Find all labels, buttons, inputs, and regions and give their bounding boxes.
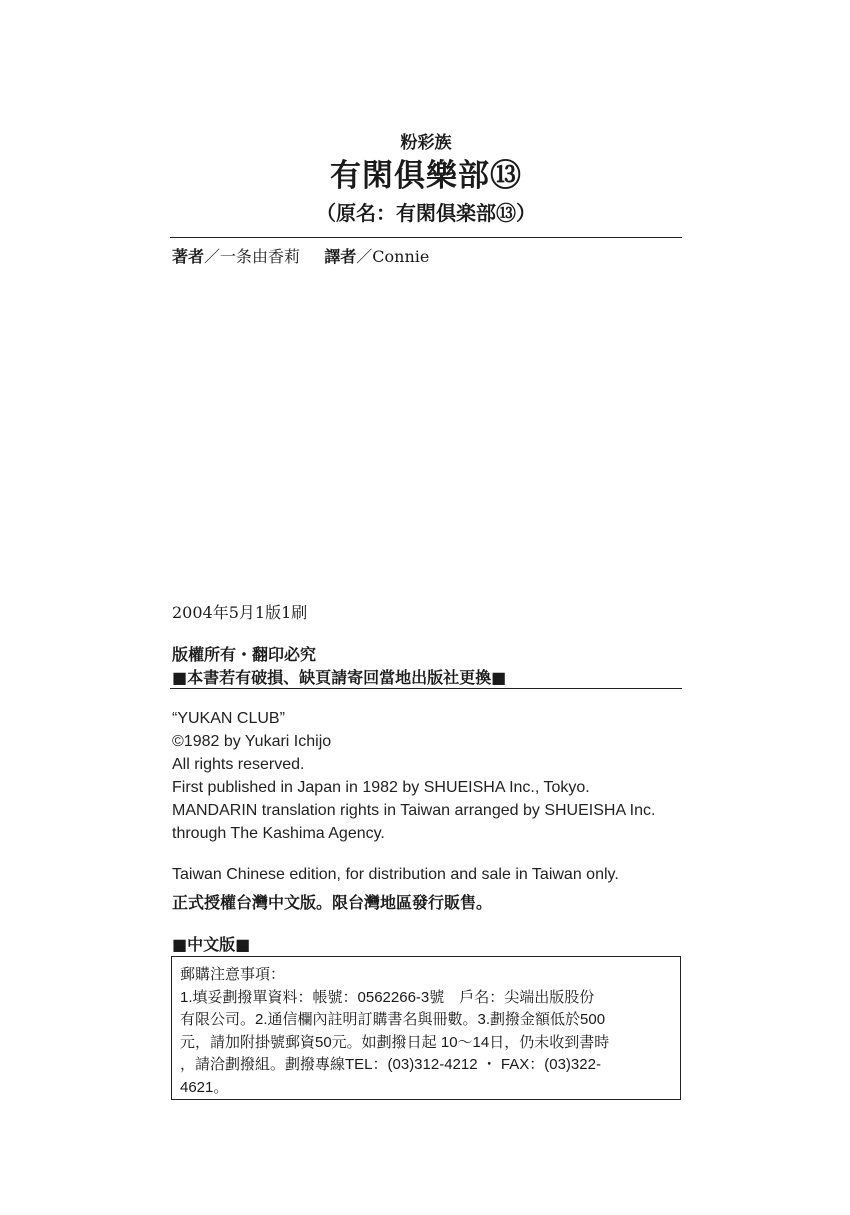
english-title: “YUKAN CLUB” <box>172 710 285 727</box>
translator-label: 譯者 <box>324 247 357 266</box>
distribution-english: Taiwan Chinese edition, for distribution and sale in Taiwan only. <box>172 866 619 883</box>
divider-top <box>170 237 682 238</box>
agency-line: through The Kashima Agency. <box>172 825 385 842</box>
series-name: 粉彩族 <box>400 133 452 153</box>
notice-heading: 郵購注意事項： <box>180 966 286 983</box>
credits-line <box>172 244 429 267</box>
notice-line: 1.填妥劃撥單資料：帳號：0562266-3號 戶名：尖端出版股份 <box>180 988 595 1006</box>
divider-middle <box>170 688 682 689</box>
copyright-line: ©1982 by Yukari Ichijo <box>172 733 332 750</box>
first-published-line: First published in Japan in 1982 by SHUEISHA Inc., Tokyo. <box>172 779 590 796</box>
original-title: （原名：有閑倶楽部⑬） <box>316 201 536 225</box>
mail-order-notice-box <box>171 956 681 1100</box>
translator-separator: ／ <box>356 247 373 266</box>
translator-name: Connie <box>372 247 430 266</box>
english-copyright-block <box>172 707 655 845</box>
notice-line: 有限公司。2.通信欄內註明訂購書名與冊數。3.劃撥金額低於500 <box>180 1011 606 1028</box>
notice-line: 元，請加附掛號郵資50元。如劃撥日起 10～14日，仍未收到書時 <box>180 1033 610 1051</box>
author-name: 一条由香莉 <box>220 247 301 266</box>
notice-line: ，請洽劃撥組。劃撥專線TEL：(03)312-4212 ・ FAX：(03)322- <box>180 1056 601 1073</box>
author-label: 著者 <box>172 247 205 266</box>
edition-date: 2004年5月1版1刷 <box>172 603 308 622</box>
distribution-chinese: 正式授權台灣中文版。限台灣地區發行販售。 <box>172 893 493 912</box>
translation-rights-line: MANDARIN translation rights in Taiwan arranged by SHUEISHA Inc. <box>172 802 656 819</box>
author-separator: ／ <box>204 247 221 266</box>
rights-reserved-en: All rights reserved. <box>172 756 305 773</box>
book-title: 有閑俱樂部⑬ <box>330 158 522 194</box>
chinese-edition-label: ■中文版■ <box>172 935 251 954</box>
rights-reserved: 版權所有・翻印必究 <box>172 645 317 664</box>
damaged-notice: ■本書若有破損、缺頁請寄回當地出版社更換■ <box>172 668 507 687</box>
notice-line: 4621。 <box>180 1078 229 1096</box>
